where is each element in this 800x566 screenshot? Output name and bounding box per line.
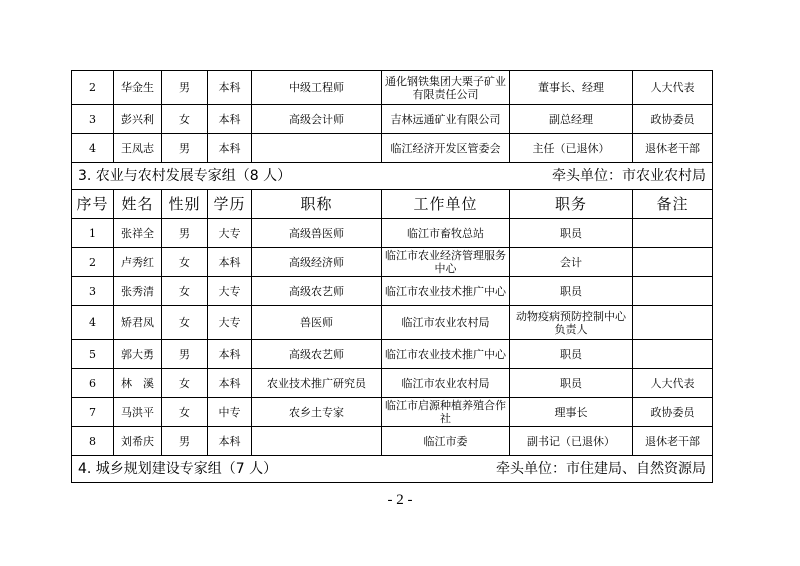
table-row	[72, 248, 713, 277]
cell-edu: 本科	[208, 134, 252, 163]
cell-gender: 男	[162, 340, 208, 369]
cell-name: 张秀清	[114, 277, 162, 306]
table-row	[72, 219, 713, 248]
header-note: 备注	[633, 190, 713, 219]
cell-position: 动物疫病预防控制中心负责人	[510, 306, 633, 340]
cell-position: 主任（已退休）	[510, 134, 633, 163]
cell-edu: 本科	[208, 71, 252, 105]
cell-unit: 临江市农业农村局	[382, 369, 510, 398]
cell-no: 3	[72, 105, 114, 134]
cell-title: 高级经济师	[252, 248, 382, 277]
header-unit: 工作单位	[382, 190, 510, 219]
cell-note: 退休老干部	[633, 427, 713, 456]
cell-edu: 中专	[208, 398, 252, 427]
cell-note	[633, 219, 713, 248]
cell-edu: 本科	[208, 248, 252, 277]
table-row	[72, 369, 713, 398]
cell-note: 政协委员	[633, 105, 713, 134]
cell-edu: 本科	[208, 369, 252, 398]
cell-unit: 临江经济开发区管委会	[382, 134, 510, 163]
cell-title: 高级兽医师	[252, 219, 382, 248]
header-name: 姓名	[114, 190, 162, 219]
cell-edu: 大专	[208, 306, 252, 340]
table-top-rows	[72, 71, 713, 163]
document-page	[71, 70, 712, 483]
cell-gender: 男	[162, 219, 208, 248]
section-3-row	[72, 163, 713, 190]
cell-no: 6	[72, 369, 114, 398]
header-gender: 性别	[162, 190, 208, 219]
table-agriculture-rows	[72, 219, 713, 456]
cell-name: 华金生	[114, 71, 162, 105]
section-4-title: 4. 城乡规划建设专家组（7 人）	[78, 460, 278, 477]
cell-title: 农业技术推广研究员	[252, 369, 382, 398]
cell-unit: 临江市农业技术推广中心	[382, 277, 510, 306]
cell-note: 退休老干部	[633, 134, 713, 163]
cell-no: 3	[72, 277, 114, 306]
cell-name: 林 溪	[114, 369, 162, 398]
table-row	[72, 71, 713, 105]
cell-unit: 通化钢铁集团大栗子矿业有限责任公司	[382, 71, 510, 105]
cell-no: 4	[72, 134, 114, 163]
cell-name: 马洪平	[114, 398, 162, 427]
cell-unit: 临江市农业农村局	[382, 306, 510, 340]
cell-unit: 临江市农业经济管理服务中心	[382, 248, 510, 277]
cell-name: 刘希庆	[114, 427, 162, 456]
table-row	[72, 340, 713, 369]
cell-position: 会计	[510, 248, 633, 277]
cell-note	[633, 248, 713, 277]
table-row	[72, 398, 713, 427]
cell-position: 副书记（已退休）	[510, 427, 633, 456]
cell-note: 人大代表	[633, 369, 713, 398]
cell-title	[252, 134, 382, 163]
cell-note: 政协委员	[633, 398, 713, 427]
header-position: 职务	[510, 190, 633, 219]
cell-position: 职员	[510, 277, 633, 306]
cell-edu: 大专	[208, 277, 252, 306]
cell-no: 8	[72, 427, 114, 456]
cell-gender: 男	[162, 71, 208, 105]
cell-gender: 男	[162, 427, 208, 456]
cell-no: 2	[72, 71, 114, 105]
cell-name: 矫君凤	[114, 306, 162, 340]
cell-note	[633, 340, 713, 369]
table-row	[72, 277, 713, 306]
header-no: 序号	[72, 190, 114, 219]
cell-position: 职员	[510, 219, 633, 248]
cell-title: 高级农艺师	[252, 340, 382, 369]
cell-gender: 女	[162, 277, 208, 306]
cell-unit: 吉林远通矿业有限公司	[382, 105, 510, 134]
table-row	[72, 105, 713, 134]
cell-gender: 女	[162, 248, 208, 277]
cell-title	[252, 427, 382, 456]
cell-unit: 临江市委	[382, 427, 510, 456]
cell-note	[633, 306, 713, 340]
cell-gender: 女	[162, 105, 208, 134]
cell-unit: 临江市畜牧总站	[382, 219, 510, 248]
cell-position: 副总经理	[510, 105, 633, 134]
expert-table	[71, 70, 713, 483]
cell-position: 董事长、经理	[510, 71, 633, 105]
cell-name: 王凤志	[114, 134, 162, 163]
cell-name: 彭兴利	[114, 105, 162, 134]
cell-edu: 本科	[208, 427, 252, 456]
cell-name: 卢秀红	[114, 248, 162, 277]
cell-gender: 男	[162, 134, 208, 163]
table-row	[72, 134, 713, 163]
cell-edu: 大专	[208, 219, 252, 248]
cell-no: 1	[72, 219, 114, 248]
cell-gender: 女	[162, 398, 208, 427]
table-row	[72, 427, 713, 456]
cell-no: 2	[72, 248, 114, 277]
cell-title: 高级农艺师	[252, 277, 382, 306]
cell-title: 农乡土专家	[252, 398, 382, 427]
cell-no: 7	[72, 398, 114, 427]
cell-no: 4	[72, 306, 114, 340]
cell-gender: 女	[162, 369, 208, 398]
cell-title: 中级工程师	[252, 71, 382, 105]
header-education: 学历	[208, 190, 252, 219]
header-title: 职称	[252, 190, 382, 219]
section-4-row	[72, 456, 713, 483]
section-3-title: 3. 农业与农村发展专家组（8 人）	[78, 167, 292, 184]
cell-position: 职员	[510, 369, 633, 398]
cell-no: 5	[72, 340, 114, 369]
cell-title: 兽医师	[252, 306, 382, 340]
section-3-lead-unit: 牵头单位：市农业农村局	[552, 167, 706, 184]
page-number: - 2 -	[387, 492, 413, 508]
cell-title: 高级会计师	[252, 105, 382, 134]
section-4-lead-unit: 牵头单位：市住建局、自然资源局	[496, 460, 706, 477]
table-row	[72, 306, 713, 340]
cell-name: 郭大勇	[114, 340, 162, 369]
cell-note	[633, 277, 713, 306]
cell-note: 人大代表	[633, 71, 713, 105]
cell-position: 理事长	[510, 398, 633, 427]
cell-unit: 临江市农业技术推广中心	[382, 340, 510, 369]
cell-position: 职员	[510, 340, 633, 369]
cell-name: 张祥全	[114, 219, 162, 248]
cell-edu: 本科	[208, 105, 252, 134]
cell-gender: 女	[162, 306, 208, 340]
cell-unit: 临江市启源种植养殖合作社	[382, 398, 510, 427]
cell-edu: 本科	[208, 340, 252, 369]
table-header-row	[72, 190, 713, 219]
